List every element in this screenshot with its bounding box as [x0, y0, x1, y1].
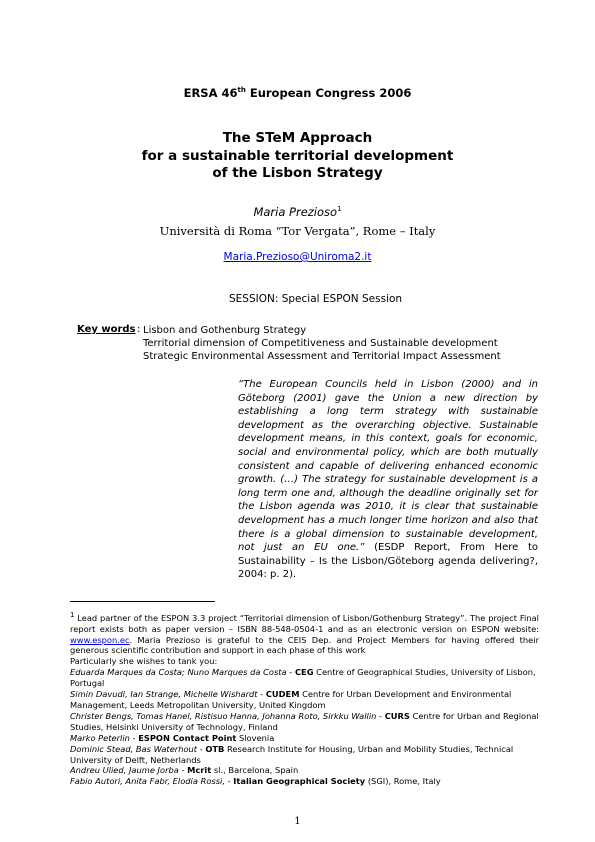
- partner-org: CURS: [384, 710, 410, 721]
- author-name-text: Maria Prezioso: [253, 205, 338, 219]
- partner-org: ESPON Contact Point: [138, 732, 237, 743]
- partner-names: Marko Peterlin: [70, 732, 130, 743]
- espon-link[interactable]: www.espon.ec: [70, 634, 130, 645]
- quote-text: “The European Councils held in Lisbon (2000) and in Göteborg (2001) gave the Union a new direction by establishing a long term strategy with sustainable development as the overarching objective. Sustainable development means, in this context, goals for economic, social and environmental policy, which are both mutually consistent and capable of delivering enhanced economic growth. (…) The strategy for sustainable development is a long term one and, although the deadline originally set for the Lisbon agenda was 2010, it is clear that sustainable development has a much longer time horizon and also that there is a global dimension to sustainable development, not just an EU one.”: [238, 379, 538, 554]
- partner-entry: [70, 667, 539, 689]
- partner-names: Christer Bengs, Tomas Hanel, Ristisuo Hanna, Johanna Roto, Sirkku Wallin: [70, 710, 377, 721]
- keyword-item: Territorial dimension of Competitiveness and Sustainable development: [143, 338, 498, 349]
- partner-org: Italian Geographical Society: [233, 776, 366, 787]
- keywords-colon: :: [137, 324, 141, 335]
- footnote-mark: 1: [70, 611, 75, 619]
- partner-entry: [70, 689, 539, 711]
- partner-org: CUDEM: [265, 689, 300, 700]
- partner-org: OTB: [205, 743, 225, 754]
- partner-desc: Centre of Geographical Studies, University of Lisbon, Portugal: [70, 667, 536, 689]
- partner-names: Dominic Stead, Bas Waterhout: [70, 743, 198, 754]
- paper-title: [0, 130, 595, 183]
- email-link[interactable]: Maria.Prezioso@Uniroma2.it: [223, 251, 372, 263]
- author-email: [0, 251, 595, 263]
- partner-entry: [70, 744, 539, 766]
- congress-heading: [0, 86, 595, 100]
- partner-separator: -: [197, 743, 206, 754]
- author-affiliation: Università di Roma “Tor Vergata”, Rome – Italy: [159, 224, 436, 238]
- author-name: [0, 205, 595, 219]
- partner-names: Andreu Ulied, Jaume Jorba: [70, 765, 179, 776]
- partner-separator: -: [376, 710, 385, 721]
- partner-entry: [70, 733, 539, 744]
- partner-entry: [70, 776, 539, 787]
- title-line-3: of the Lisbon Strategy: [212, 165, 383, 181]
- partner-names: Simin Davudi, Ian Strange, Michelle Wishardt: [70, 689, 258, 700]
- partner-separator: -: [225, 776, 234, 787]
- partner-org: Mcrit: [187, 765, 212, 776]
- partner-separator: -: [286, 667, 295, 678]
- footnote-intro-a: Lead partner of the ESPON 3.3 project “Territorial dimension of Lisbon/Gothenburg Strategy”. The project Final report exists both as paper version – ISBN 88-548-0504-1 and as an electronic version on ESPON website:: [70, 612, 539, 634]
- author-footnote-mark: 1: [337, 205, 342, 214]
- title-line-2: for a sustainable territorial development: [141, 147, 454, 164]
- congress-prefix: ERSA 46: [183, 86, 238, 100]
- footnote-thanks: Particularly she wishes to tank you:: [70, 656, 218, 667]
- footnote-intro-b: . Maria Prezioso is grateful to the CEIS Dep. and Project Members for having offered their generous scientific contribution and support in each phase of this work: [70, 634, 539, 656]
- quote-source: (ESDP Report, From Here to Sustainability – Is the Lisbon/Göteborg agenda delivering?, 2004: p. 2).: [238, 542, 538, 581]
- footnotes: [70, 610, 539, 787]
- keywords-label: Key words: [77, 324, 136, 335]
- partner-separator: -: [257, 689, 266, 700]
- partner-separator: -: [129, 732, 139, 743]
- partner-names: Fabio Autori, Anita Fabr, Elodia Rossi,: [70, 776, 226, 787]
- congress-superscript: th: [237, 86, 246, 95]
- partner-desc: Slovenia: [236, 732, 275, 743]
- footnote-separator: [70, 601, 215, 602]
- partner-entry: [70, 711, 539, 733]
- title-line-1: The STeM Approach: [222, 130, 373, 146]
- congress-suffix: European Congress 2006: [245, 86, 412, 100]
- partner-org: CEG: [294, 667, 314, 678]
- partner-desc: Research Institute for Housing, Urban and Mobility Studies, Technical University of Delft, Netherlands: [70, 743, 514, 765]
- keyword-item: Lisbon and Gothenburg Strategy: [143, 325, 307, 336]
- keywords-list: [143, 324, 501, 363]
- partner-entry: [70, 765, 539, 776]
- keyword-item: Strategic Environmental Assessment and Territorial Impact Assessment: [143, 351, 501, 362]
- partner-names: Eduarda Marques da Costa; Nuno Marques da Costa: [70, 667, 287, 678]
- partner-desc: sl., Barcelona, Spain: [211, 765, 299, 776]
- partner-desc: (SGI), Rome, Italy: [365, 776, 441, 787]
- partner-desc: Centre for Urban Development and Environmental Management, Leeds Metropolitan University, United Kingdom: [70, 689, 512, 711]
- partner-desc: Centre for Urban and Regional Studies, Helsinki University of Technology, Finland: [70, 710, 539, 732]
- session-label: SESSION: Special ESPON Session: [229, 293, 403, 305]
- partner-separator: -: [178, 765, 188, 776]
- epigraph-quote: [238, 378, 538, 582]
- footnote-intro: [70, 610, 539, 656]
- page-number: 1: [294, 816, 301, 827]
